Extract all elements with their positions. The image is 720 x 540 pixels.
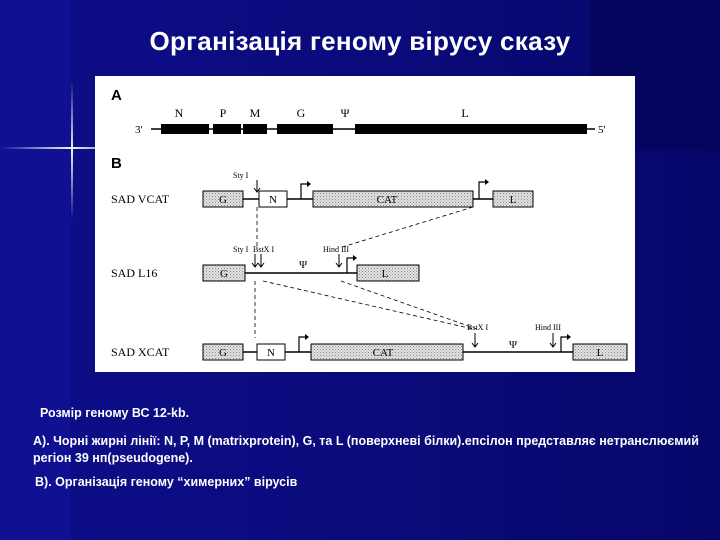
gene-bar-n bbox=[161, 124, 209, 134]
gene-label-p: P bbox=[219, 106, 227, 120]
site-label-bstx1-mid: BstX I bbox=[253, 245, 275, 254]
box-g-vcat-label: G bbox=[219, 194, 227, 206]
end-label-5prime: 5' bbox=[598, 124, 606, 136]
box-l-xcat-label: L bbox=[596, 347, 604, 359]
site-label-sty1-mid: Sty I bbox=[233, 245, 249, 254]
genome-figure bbox=[95, 76, 635, 372]
construct-name-l16: SAD L16 bbox=[111, 266, 158, 280]
site-label-bstx1-bot: BstX I bbox=[467, 323, 489, 332]
box-g-xcat-label: G bbox=[219, 347, 227, 359]
site-label-hind3-mid: Hind III bbox=[323, 245, 349, 254]
site-label-hind3-bot: Hind III bbox=[535, 323, 561, 332]
slide-title: Організація геному вірусу сказу bbox=[149, 26, 571, 56]
gene-bar-l bbox=[355, 124, 587, 134]
construct-name-vcat: SAD VCAT bbox=[111, 192, 170, 206]
caption-genome-size: Розмір геному ВС 12-kb. bbox=[40, 406, 190, 420]
panel-b-label: B bbox=[111, 155, 122, 172]
caption-panel-a: А). Чорні жирні лінії: N, P, M (matrixprotein), G, та L (поверхневі білки).епсілон представляє нетранслюємий регіон 39 нп(pseudogene). bbox=[33, 434, 699, 465]
gene-label-psi: Ψ bbox=[340, 106, 350, 120]
caption-panel-b: В). Організація геному “химерних” вірусів bbox=[35, 475, 298, 489]
gene-bar-p bbox=[213, 124, 241, 134]
panel-a-label: A bbox=[111, 87, 122, 104]
connector-dashed-2 bbox=[339, 207, 473, 248]
end-label-3prime: 3' bbox=[135, 124, 143, 136]
box-g-l16-label: G bbox=[220, 268, 228, 280]
box-n-xcat-label: N bbox=[267, 347, 275, 359]
sparkle-vertical bbox=[71, 80, 73, 220]
box-cat-vcat-label: CAT bbox=[376, 194, 398, 206]
site-label-sty1-top: Sty I bbox=[233, 171, 249, 180]
psi-label-mid: Ψ bbox=[299, 259, 308, 271]
gene-label-l: L bbox=[461, 106, 469, 120]
box-n-vcat-label: N bbox=[269, 194, 277, 206]
gene-bar-m bbox=[243, 124, 267, 134]
gene-label-g: G bbox=[296, 106, 306, 120]
connector-dashed-5 bbox=[341, 281, 477, 329]
connector-dashed-4 bbox=[263, 281, 473, 329]
box-cat-xcat-label: CAT bbox=[372, 347, 394, 359]
gene-label-n: N bbox=[174, 106, 184, 120]
box-l-vcat-label: L bbox=[509, 194, 517, 206]
construct-name-xcat: SAD XCAT bbox=[111, 345, 170, 359]
psi-label-bot: Ψ bbox=[509, 339, 518, 351]
gene-label-m: M bbox=[249, 106, 261, 120]
gene-bar-g bbox=[277, 124, 333, 134]
promoter-flag-vcat-2 bbox=[479, 182, 487, 199]
box-l-l16-label: L bbox=[381, 268, 389, 280]
